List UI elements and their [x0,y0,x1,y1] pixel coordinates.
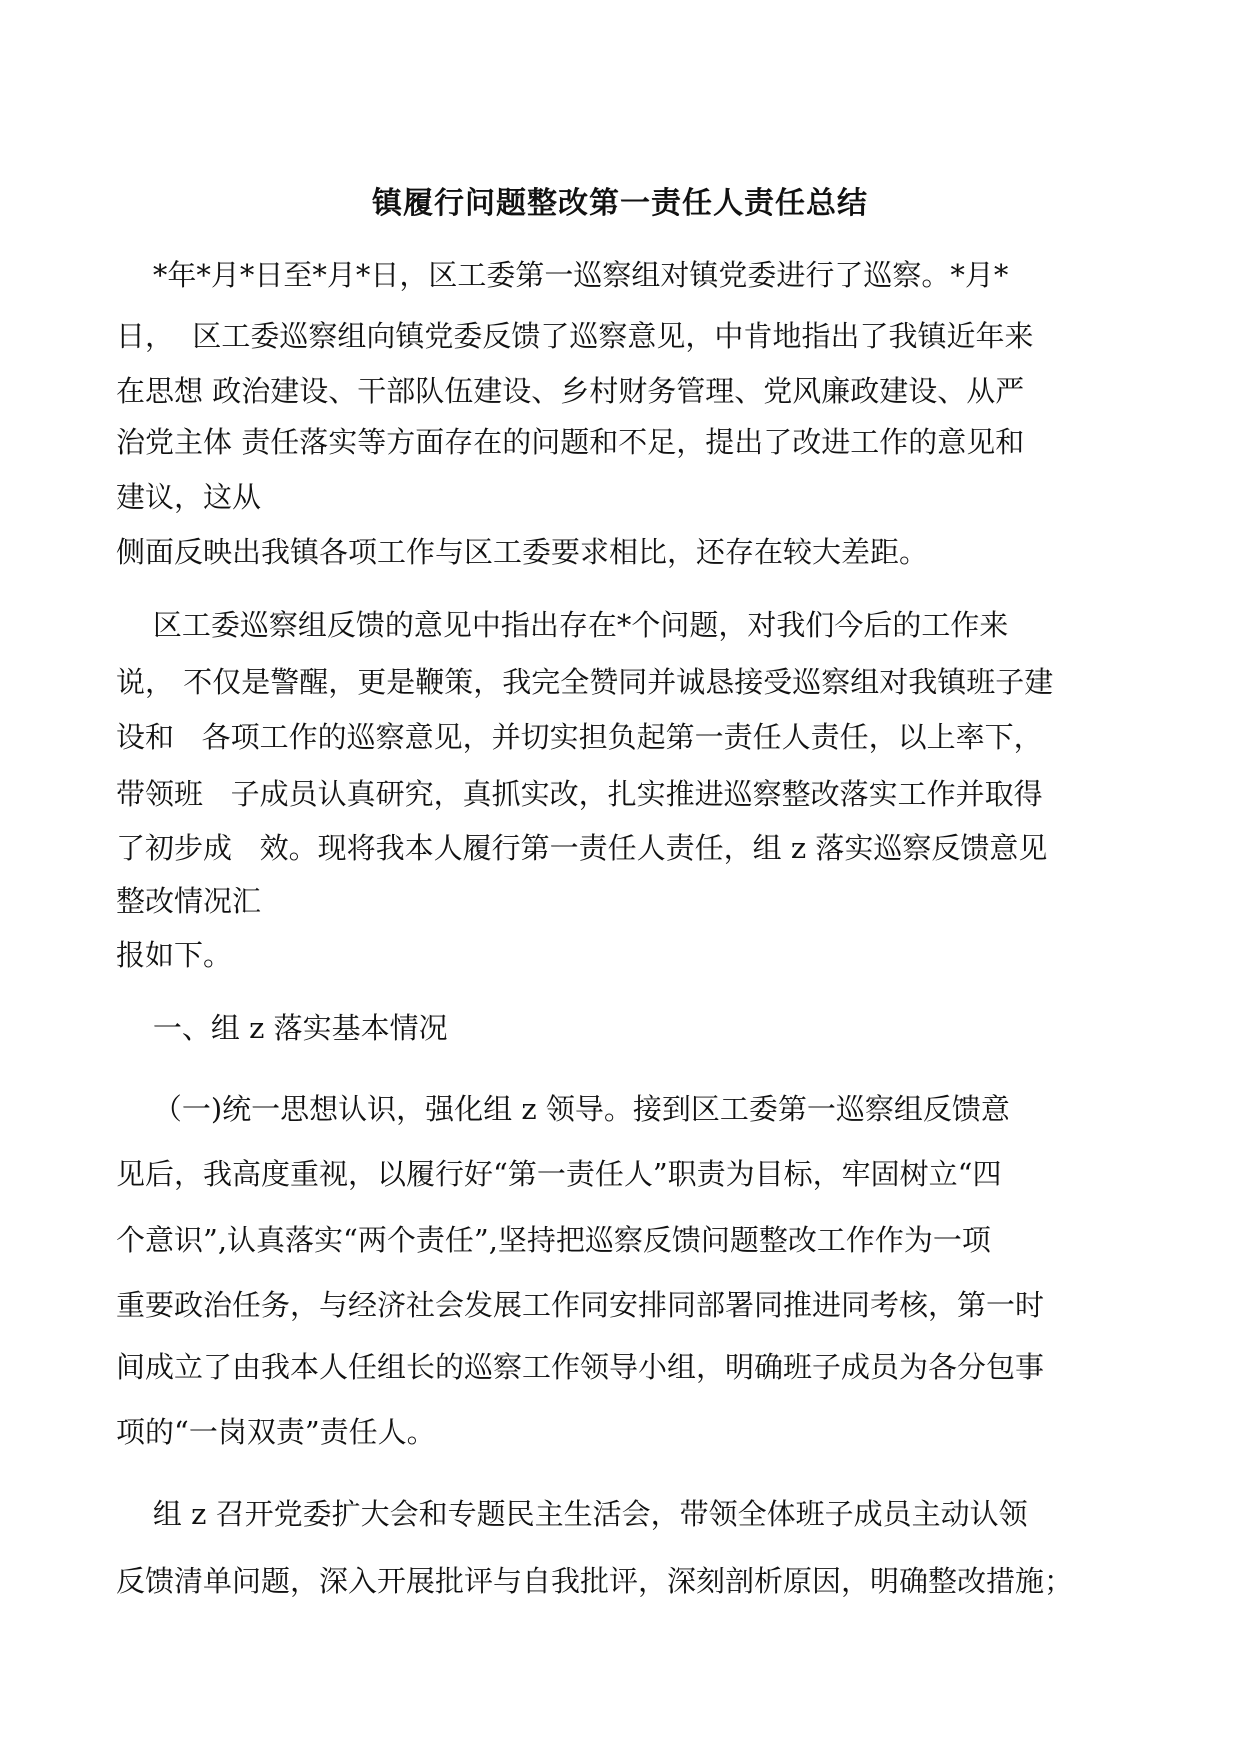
paragraph-line: 反馈清单问题，深入开展批评与自我批评，深刻剖析原因，明确整改措施； [116,1564,1074,1598]
paragraph-line: 带领班 子成员认真研究，真抓实改，扎实推进巡察整改落实工作并取得 [116,777,1043,811]
paragraph-line: 报如下。 [116,938,233,972]
paragraph-line: 治党主体 责任落实等方面存在的问题和不足，提出了改进工作的意见和 [116,425,1025,459]
paragraph-line: 设和 各项工作的巡察意见，并切实担负起第一责任人责任，以上率下， [116,720,1043,754]
section-heading: 一、组 z 落实基本情况 [116,1011,448,1045]
document-title: 镇履行问题整改第一责任人责任总结 [372,186,868,221]
paragraph-line: 重要政治任务，与经济社会发展工作同安排同部署同推进同考核，第一时 [116,1288,1045,1322]
paragraph-line: 了初步成 效。现将我本人履行第一责任人责任，组 z 落实巡察反馈意见 [116,831,1048,865]
paragraph-line: 见后，我高度重视，以履行好“第一责任人”职责为目标，牢固树立“四 [116,1157,1002,1191]
paragraph-line: 组 z 召开党委扩大会和专题民主生活会，带领全体班子成员主动认领 [116,1497,1028,1531]
paragraph-line: 说， 不仅是警醒，更是鞭策，我完全赞同并诚恳接受巡察组对我镇班子建 [116,665,1054,699]
paragraph-line: 侧面反映出我镇各项工作与区工委要求相比，还存在较大差距。 [116,535,929,569]
paragraph-line: *年*月*日至*月*日，区工委第一巡察组对镇党委进行了巡察。*月* [116,258,1009,292]
paragraph-line: 间成立了由我本人任组长的巡察工作领导小组，明确班子成员为各分包事 [116,1350,1045,1384]
paragraph-line: 建议，这从 [116,480,262,514]
paragraph-line: 个意识”,认真落实“两个责任”,坚持把巡察反馈问题整改工作作为一项 [116,1223,991,1257]
paragraph-line: 日， 区工委巡察组向镇党委反馈了巡察意见，中肯地指出了我镇近年来 [116,319,1034,353]
paragraph-line: （一)统一思想认识，强化组 z 领导。接到区工委第一巡察组反馈意 [116,1092,1010,1126]
paragraph-line: 项的“一岗双责”责任人。 [116,1415,436,1449]
paragraph-line: 整改情况汇 [116,884,262,918]
paragraph-line: 在思想 政治建设、干部队伍建设、乡村财务管理、党风廉政建设、从严 [116,374,1025,408]
paragraph-line: 区工委巡察组反馈的意见中指出存在*个问题，对我们今后的工作来 [116,608,1009,642]
